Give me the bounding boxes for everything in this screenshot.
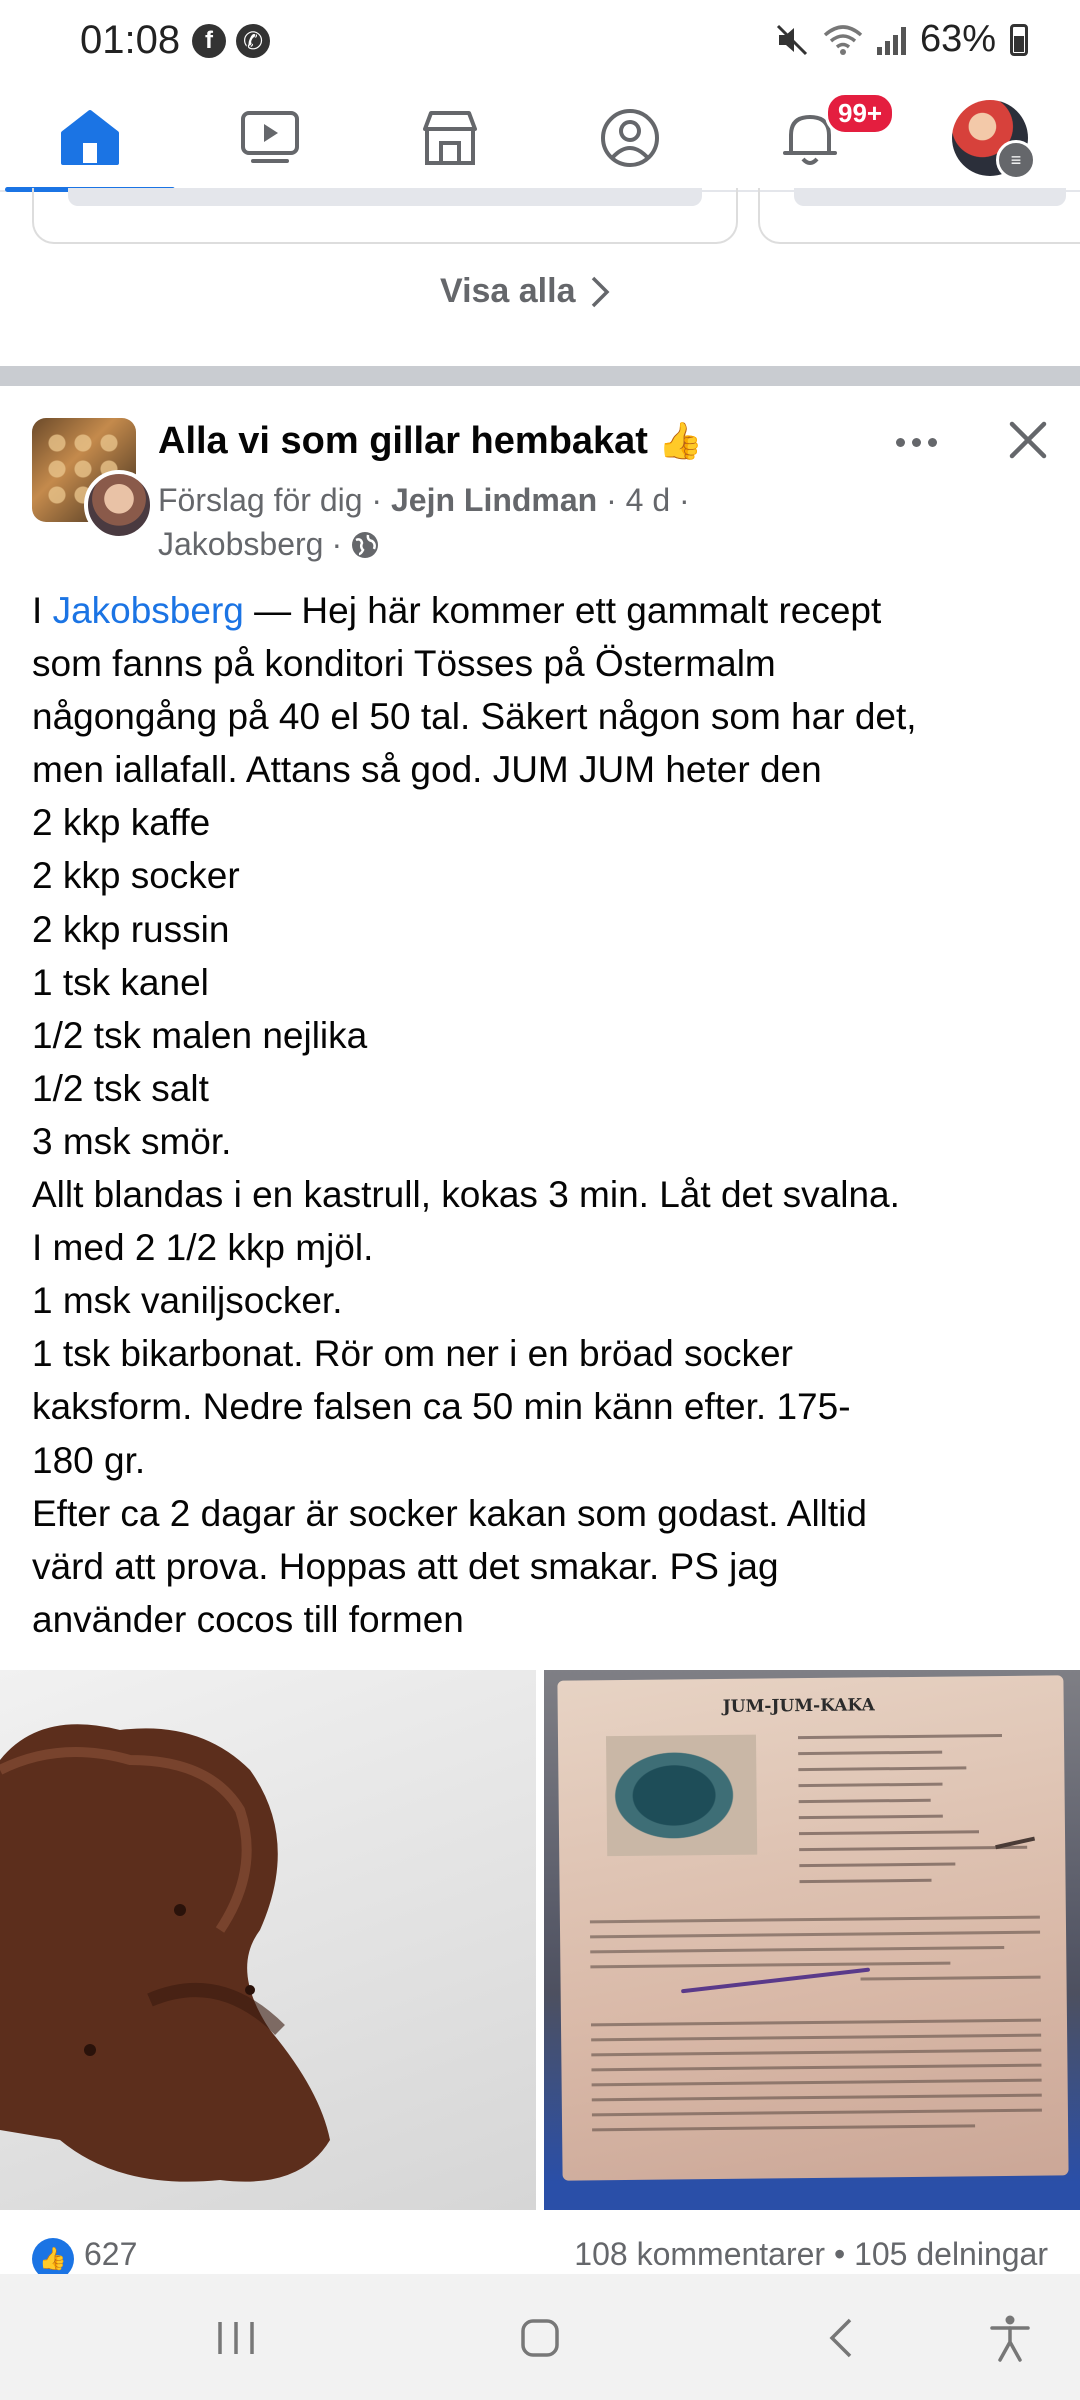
author-avatar[interactable] [84,470,154,540]
post-line: 1/2 tsk malen nejlika [32,1014,368,1056]
group-name: Alla vi som gillar hembakat [158,420,648,462]
group-name-link[interactable] [158,420,703,463]
nav-notifications[interactable] [725,86,895,190]
video-icon [239,109,301,167]
recent-apps-button[interactable] [186,2298,286,2378]
signal-icon [877,25,906,55]
see-all-button[interactable] [440,272,610,311]
post-line: I med 2 1/2 kkp mjöl. [32,1227,374,1269]
wifi-icon [823,23,863,57]
home-button-icon [518,2316,562,2360]
recent-apps-icon [214,2316,258,2360]
system-navigation-bar [0,2274,1080,2400]
battery-icon [1010,24,1028,56]
post-line: 2 kkp socker [32,855,240,897]
more-icon [896,438,905,447]
back-button[interactable] [792,2298,892,2378]
post-line: 1 tsk bikarbonat. Rör om ner i en bröad socker [32,1333,793,1375]
post-line: 180 gr. [32,1439,146,1481]
accessibility-button[interactable] [960,2298,1060,2378]
post-age[interactable]: 4 d [625,482,671,518]
close-icon [1008,420,1048,460]
status-bar [0,0,1080,86]
suggestion-card[interactable] [758,188,1080,244]
post-line: 1 msk vaniljsocker. [32,1280,343,1322]
post-line: kaksform. Nedre falsen ca 50 min känn efter. 175- [32,1386,851,1428]
post-line: Allt blandas i en kastrull, kokas 3 min. Låt det svalna. [32,1174,900,1216]
location-link[interactable]: Jakobsberg [52,590,244,631]
feed-separator [0,366,1080,386]
home-button[interactable] [490,2298,590,2378]
recipe-card-photo[interactable] [544,1670,1080,2210]
recipe-card-title: JUM-JUM-KAKA [722,1695,875,1717]
menu-avatar [952,100,1028,176]
hamburger-icon: ≡ [996,140,1036,180]
hide-post-button[interactable] [998,410,1058,470]
nav-menu[interactable] [905,86,1075,190]
post-line: men iallafall. Attans så god. JUM JUM heter den [32,749,822,791]
post-line: 2 kkp kaffe [32,802,211,844]
author-name[interactable]: Jejn Lindman [390,482,598,518]
post-location-meta: Jakobsberg · [158,526,380,563]
chevron-right-icon [590,275,610,309]
post-line: 1 tsk kanel [32,961,209,1003]
nav-profile[interactable] [545,86,715,190]
post-line: 2 kkp russin [32,908,230,950]
see-all-label: Visa alla [440,272,576,310]
post-line: värd att prova. Hoppas att det smakar. PS jag [32,1545,779,1587]
thumbs-up-emoji: 👍 [657,420,703,461]
home-icon [59,109,121,167]
app-nav-bar [0,86,1080,192]
phone-icon: ✆ [236,24,270,58]
cake-photo[interactable] [0,1670,536,2210]
post-line: I Jakobsberg — Hej här kommer ett gammalt recept [32,590,882,631]
nav-video[interactable] [185,86,355,190]
notifications-badge: 99+ [825,92,895,135]
post-meta: Förslag för dig · Jejn Lindman · 4 d · [158,482,690,518]
battery-percent: 63% [919,18,996,60]
comments-shares-count[interactable]: 108 kommentarer • 105 delningar [574,2236,1048,2272]
status-time: 01:08 [80,18,181,62]
post-photos [0,1670,1080,2210]
post-line: använder cocos till formen [32,1598,464,1640]
location-meta: Jakobsberg [158,526,324,562]
post-line: 3 msk smör. [32,1120,232,1162]
like-count[interactable]: 627 [84,2236,138,2272]
like-reaction-icon[interactable]: 👍 [32,2238,74,2274]
mute-icon [775,23,809,57]
post-line: 1/2 tsk salt [32,1067,209,1109]
suggestion-label: Förslag för dig [158,482,363,518]
marketplace-icon [419,109,481,167]
post-lines [32,637,1052,1646]
more-options-button[interactable] [880,414,952,470]
accessibility-icon [988,2314,1032,2362]
back-icon [820,2316,864,2360]
post-line: som fanns på konditori Tösses på Östermalm [32,643,776,685]
globe-icon [350,530,380,560]
profile-icon [599,107,661,169]
reactions-bar [0,2234,1080,2274]
suggestion-card[interactable] [32,188,738,244]
facebook-icon: f [192,24,226,58]
nav-home[interactable] [5,86,175,190]
nav-marketplace[interactable] [365,86,535,190]
post-line: någongång på 40 el 50 tal. Säkert någon som har det, [32,696,917,738]
post-text [32,584,1052,1646]
post-line: Efter ca 2 dagar är socker kakan som godast. Alltid [32,1492,867,1534]
